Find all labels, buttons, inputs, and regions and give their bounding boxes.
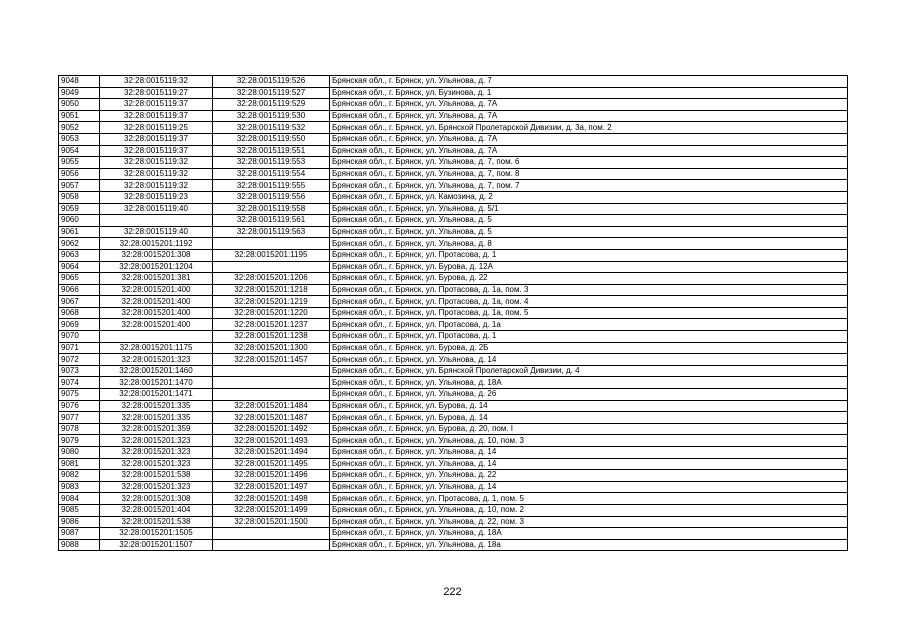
cadastral-parcel-cell: 32:28:0015119:37 bbox=[100, 145, 213, 157]
cadastral-parcel-cell: 32:28:0015119:40 bbox=[100, 203, 213, 215]
table-row bbox=[59, 319, 848, 331]
cadastral-parcel-cell: 32:28:0015119:40 bbox=[100, 226, 213, 238]
table-row bbox=[59, 400, 848, 412]
cadastral-object-cell: 32:28:0015201:1496 bbox=[213, 470, 330, 482]
cadastral-parcel-cell: 32:28:0015119:27 bbox=[100, 87, 213, 99]
row-number-cell: 9070 bbox=[59, 331, 100, 343]
table-row bbox=[59, 157, 848, 169]
table-row bbox=[59, 389, 848, 401]
row-number-cell: 9072 bbox=[59, 354, 100, 366]
row-number-cell: 9075 bbox=[59, 389, 100, 401]
address-cell: Брянская обл., г. Брянск, ул. Ульянова, д. 7, пом. 6 bbox=[330, 157, 848, 169]
row-number-cell: 9065 bbox=[59, 273, 100, 285]
cadastral-object-cell: 32:28:0015119:527 bbox=[213, 87, 330, 99]
row-number-cell: 9080 bbox=[59, 447, 100, 459]
cadastral-parcel-cell: 32:28:0015201:335 bbox=[100, 412, 213, 424]
cadastral-object-cell bbox=[213, 365, 330, 377]
cadastral-object-cell: 32:28:0015201:1499 bbox=[213, 504, 330, 516]
address-cell: Брянская обл., г. Брянск, ул. Протасова, д. 1 bbox=[330, 249, 848, 261]
row-number-cell: 9069 bbox=[59, 319, 100, 331]
row-number-cell: 9073 bbox=[59, 365, 100, 377]
cadastral-parcel-cell: 32:28:0015201:400 bbox=[100, 296, 213, 308]
row-number-cell: 9053 bbox=[59, 133, 100, 145]
cadastral-parcel-cell: 32:28:0015201:400 bbox=[100, 284, 213, 296]
row-number-cell: 9049 bbox=[59, 87, 100, 99]
table-row bbox=[59, 377, 848, 389]
address-cell: Брянская обл., г. Брянск, ул. Ульянова, д. 22, пом. 3 bbox=[330, 516, 848, 528]
cadastral-object-cell: 32:28:0015119:529 bbox=[213, 99, 330, 111]
cadastral-parcel-cell bbox=[100, 331, 213, 343]
table-row bbox=[59, 365, 848, 377]
address-cell: Брянская обл., г. Брянск, ул. Ульянова, д. 7 bbox=[330, 76, 848, 88]
table-row bbox=[59, 354, 848, 366]
row-number-cell: 9063 bbox=[59, 249, 100, 261]
row-number-cell: 9082 bbox=[59, 470, 100, 482]
cadastral-parcel-cell: 32:28:0015119:32 bbox=[100, 180, 213, 192]
address-cell: Брянская обл., г. Брянск, ул. Ульянова, д. 7, пом. 8 bbox=[330, 168, 848, 180]
cadastral-object-cell: 32:28:0015201:1220 bbox=[213, 307, 330, 319]
address-cell: Брянская обл., г. Брянск, ул. Протасова, д. 1 bbox=[330, 331, 848, 343]
row-number-cell: 9052 bbox=[59, 122, 100, 134]
table-row bbox=[59, 493, 848, 505]
row-number-cell: 9077 bbox=[59, 412, 100, 424]
cadastral-parcel-cell: 32:28:0015201:359 bbox=[100, 423, 213, 435]
address-cell: Брянская обл., г. Брянск, ул. Ульянова, д. 7А bbox=[330, 110, 848, 122]
cadastral-object-cell: 32:28:0015201:1237 bbox=[213, 319, 330, 331]
cadastral-object-cell bbox=[213, 238, 330, 250]
table-row bbox=[59, 249, 848, 261]
address-cell: Брянская обл., г. Брянск, ул. Ульянова, д. 10, пом. 3 bbox=[330, 435, 848, 447]
cadastral-object-cell: 32:28:0015119:554 bbox=[213, 168, 330, 180]
cadastral-object-cell: 32:28:0015201:1498 bbox=[213, 493, 330, 505]
address-cell: Брянская обл., г. Брянск, ул. Ульянова, д. 14 bbox=[330, 447, 848, 459]
cadastral-object-cell bbox=[213, 261, 330, 273]
address-cell: Брянская обл., г. Брянск, ул. Брянской Пролетарской Дивизии, д. 4 bbox=[330, 365, 848, 377]
cadastral-parcel-cell: 32:28:0015201:1505 bbox=[100, 528, 213, 540]
cadastral-parcel-cell: 32:28:0015201:1204 bbox=[100, 261, 213, 273]
cadastral-parcel-cell: 32:28:0015201:400 bbox=[100, 307, 213, 319]
address-cell: Брянская обл., г. Брянск, ул. Бурова, д. 20, пом. I bbox=[330, 423, 848, 435]
table-row bbox=[59, 110, 848, 122]
cadastral-object-cell: 32:28:0015119:530 bbox=[213, 110, 330, 122]
cadastral-object-cell: 32:28:0015201:1300 bbox=[213, 342, 330, 354]
cadastral-object-cell: 32:28:0015119:563 bbox=[213, 226, 330, 238]
address-cell: Брянская обл., г. Брянск, ул. Протасова, д. 1а, пом. 5 bbox=[330, 307, 848, 319]
row-number-cell: 9055 bbox=[59, 157, 100, 169]
cadastral-parcel-cell: 32:28:0015201:1471 bbox=[100, 389, 213, 401]
cadastral-object-cell: 32:28:0015201:1500 bbox=[213, 516, 330, 528]
table-row bbox=[59, 122, 848, 134]
address-cell: Брянская обл., г. Брянск, ул. Ульянова, д. 14 bbox=[330, 354, 848, 366]
row-number-cell: 9057 bbox=[59, 180, 100, 192]
cadastral-object-cell: 32:28:0015201:1497 bbox=[213, 481, 330, 493]
cadastral-object-cell: 32:28:0015201:1487 bbox=[213, 412, 330, 424]
address-cell: Брянская обл., г. Брянск, ул. Ульянова, д. 5 bbox=[330, 215, 848, 227]
table-row bbox=[59, 145, 848, 157]
address-cell: Брянская обл., г. Брянск, ул. Протасова, д. 1а, пом. 4 bbox=[330, 296, 848, 308]
row-number-cell: 9074 bbox=[59, 377, 100, 389]
cadastral-object-cell: 32:28:0015119:526 bbox=[213, 76, 330, 88]
cadastral-parcel-cell: 32:28:0015119:37 bbox=[100, 110, 213, 122]
cadastral-object-cell: 32:28:0015119:550 bbox=[213, 133, 330, 145]
row-number-cell: 9060 bbox=[59, 215, 100, 227]
cadastral-parcel-cell: 32:28:0015201:323 bbox=[100, 481, 213, 493]
address-cell: Брянская обл., г. Брянск, ул. Ульянова, д. 7А bbox=[330, 133, 848, 145]
cadastral-parcel-cell: 32:28:0015201:1460 bbox=[100, 365, 213, 377]
table-row bbox=[59, 481, 848, 493]
table-row bbox=[59, 180, 848, 192]
address-cell: Брянская обл., г. Брянск, ул. Ульянова, д. 8 bbox=[330, 238, 848, 250]
table-row bbox=[59, 99, 848, 111]
table-row bbox=[59, 168, 848, 180]
cadastral-parcel-cell: 32:28:0015201:1507 bbox=[100, 539, 213, 551]
table-row bbox=[59, 215, 848, 227]
address-cell: Брянская обл., г. Брянск, ул. Ульянова, д. 22 bbox=[330, 470, 848, 482]
table-row bbox=[59, 435, 848, 447]
cadastral-object-cell: 32:28:0015201:1457 bbox=[213, 354, 330, 366]
address-cell: Брянская обл., г. Брянск, ул. Ульянова, д. 5 bbox=[330, 226, 848, 238]
cadastral-parcel-cell: 32:28:0015119:25 bbox=[100, 122, 213, 134]
cadastral-object-cell: 32:28:0015201:1484 bbox=[213, 400, 330, 412]
cadastral-parcel-cell: 32:28:0015201:1470 bbox=[100, 377, 213, 389]
row-number-cell: 9068 bbox=[59, 307, 100, 319]
row-number-cell: 9061 bbox=[59, 226, 100, 238]
cadastral-parcel-cell: 32:28:0015201:323 bbox=[100, 447, 213, 459]
cadastral-parcel-cell: 32:28:0015201:308 bbox=[100, 493, 213, 505]
cadastral-object-cell: 32:28:0015119:553 bbox=[213, 157, 330, 169]
address-cell: Брянская обл., г. Брянск, ул. Ульянова, д. 26 bbox=[330, 389, 848, 401]
table-row bbox=[59, 331, 848, 343]
table-row bbox=[59, 342, 848, 354]
cadastral-parcel-cell: 32:28:0015201:323 bbox=[100, 435, 213, 447]
address-cell: Брянская обл., г. Брянск, ул. Ульянова, д. 7, пом. 7 bbox=[330, 180, 848, 192]
cadastral-object-cell bbox=[213, 377, 330, 389]
row-number-cell: 9087 bbox=[59, 528, 100, 540]
address-cell: Брянская обл., г. Брянск, ул. Брянской Пролетарской Дивизии, д. 3а, пом. 2 bbox=[330, 122, 848, 134]
table-row bbox=[59, 238, 848, 250]
cadastral-object-cell: 32:28:0015119:561 bbox=[213, 215, 330, 227]
cadastral-object-cell: 32:28:0015201:1238 bbox=[213, 331, 330, 343]
table-row bbox=[59, 133, 848, 145]
row-number-cell: 9067 bbox=[59, 296, 100, 308]
cadastral-parcel-cell: 32:28:0015119:37 bbox=[100, 99, 213, 111]
cadastral-parcel-cell bbox=[100, 215, 213, 227]
row-number-cell: 9064 bbox=[59, 261, 100, 273]
address-cell: Брянская обл., г. Брянск, ул. Ульянова, д. 18А bbox=[330, 377, 848, 389]
cadastral-parcel-cell: 32:28:0015201:404 bbox=[100, 504, 213, 516]
cadastral-parcel-cell: 32:28:0015201:323 bbox=[100, 458, 213, 470]
table-row bbox=[59, 203, 848, 215]
cadastral-object-cell: 32:28:0015119:556 bbox=[213, 191, 330, 203]
cadastral-object-cell: 32:28:0015201:1493 bbox=[213, 435, 330, 447]
cadastral-object-cell bbox=[213, 528, 330, 540]
page-number: 222 bbox=[443, 586, 462, 598]
table-row bbox=[59, 470, 848, 482]
cadastral-object-cell: 32:28:0015201:1495 bbox=[213, 458, 330, 470]
address-cell: Брянская обл., г. Брянск, ул. Ульянова, д. 18а bbox=[330, 539, 848, 551]
cadastral-parcel-cell: 32:28:0015201:381 bbox=[100, 273, 213, 285]
cadastral-parcel-cell: 32:28:0015119:23 bbox=[100, 191, 213, 203]
row-number-cell: 9056 bbox=[59, 168, 100, 180]
row-number-cell: 9078 bbox=[59, 423, 100, 435]
table-row bbox=[59, 412, 848, 424]
cadastral-parcel-cell: 32:28:0015201:538 bbox=[100, 516, 213, 528]
cadastral-parcel-cell: 32:28:0015119:32 bbox=[100, 76, 213, 88]
row-number-cell: 9079 bbox=[59, 435, 100, 447]
table-row bbox=[59, 76, 848, 88]
row-number-cell: 9059 bbox=[59, 203, 100, 215]
row-number-cell: 9058 bbox=[59, 191, 100, 203]
row-number-cell: 9048 bbox=[59, 76, 100, 88]
table-row bbox=[59, 307, 848, 319]
cadastral-parcel-cell: 32:28:0015201:1192 bbox=[100, 238, 213, 250]
address-cell: Брянская обл., г. Брянск, ул. Ульянова, д. 7А bbox=[330, 145, 848, 157]
cadastral-object-cell: 32:28:0015201:1195 bbox=[213, 249, 330, 261]
address-cell: Брянская обл., г. Брянск, ул. Камозина, д. 2 bbox=[330, 191, 848, 203]
row-number-cell: 9051 bbox=[59, 110, 100, 122]
address-cell: Брянская обл., г. Брянск, ул. Бурова, д. 22 bbox=[330, 273, 848, 285]
table-row bbox=[59, 516, 848, 528]
cadastral-object-cell bbox=[213, 389, 330, 401]
table-row bbox=[59, 284, 848, 296]
row-number-cell: 9054 bbox=[59, 145, 100, 157]
address-cell: Брянская обл., г. Брянск, ул. Бузинова, д. 1 bbox=[330, 87, 848, 99]
table-row bbox=[59, 423, 848, 435]
address-cell: Брянская обл., г. Брянск, ул. Протасова, д. 1, пом. 5 bbox=[330, 493, 848, 505]
cadastral-parcel-cell: 32:28:0015201:335 bbox=[100, 400, 213, 412]
cadastral-parcel-cell: 32:28:0015201:1175 bbox=[100, 342, 213, 354]
row-number-cell: 9085 bbox=[59, 504, 100, 516]
cadastral-parcel-cell: 32:28:0015201:400 bbox=[100, 319, 213, 331]
table-row bbox=[59, 458, 848, 470]
table-row bbox=[59, 539, 848, 551]
row-number-cell: 9062 bbox=[59, 238, 100, 250]
table-row bbox=[59, 191, 848, 203]
row-number-cell: 9083 bbox=[59, 481, 100, 493]
address-cell: Брянская обл., г. Брянск, ул. Бурова, д. 14 bbox=[330, 400, 848, 412]
address-cell: Брянская обл., г. Брянск, ул. Ульянова, д. 14 bbox=[330, 481, 848, 493]
row-number-cell: 9084 bbox=[59, 493, 100, 505]
cadastral-object-cell: 32:28:0015119:551 bbox=[213, 145, 330, 157]
cadastral-parcel-cell: 32:28:0015201:538 bbox=[100, 470, 213, 482]
address-cell: Брянская обл., г. Брянск, ул. Протасова, д. 1а, пом. 3 bbox=[330, 284, 848, 296]
address-cell: Брянская обл., г. Брянск, ул. Ульянова, д. 5/1 bbox=[330, 203, 848, 215]
cadastral-object-cell: 32:28:0015201:1206 bbox=[213, 273, 330, 285]
row-number-cell: 9050 bbox=[59, 99, 100, 111]
address-cell: Брянская обл., г. Брянск, ул. Бурова, д. 12А bbox=[330, 261, 848, 273]
address-cell: Брянская обл., г. Брянск, ул. Протасова, д. 1а bbox=[330, 319, 848, 331]
table-row bbox=[59, 87, 848, 99]
row-number-cell: 9076 bbox=[59, 400, 100, 412]
cadastral-object-cell: 32:28:0015119:532 bbox=[213, 122, 330, 134]
table-row bbox=[59, 447, 848, 459]
row-number-cell: 9088 bbox=[59, 539, 100, 551]
cadastral-object-cell: 32:28:0015201:1494 bbox=[213, 447, 330, 459]
cadastral-parcel-cell: 32:28:0015119:37 bbox=[100, 133, 213, 145]
table-row bbox=[59, 273, 848, 285]
row-number-cell: 9086 bbox=[59, 516, 100, 528]
row-number-cell: 9081 bbox=[59, 458, 100, 470]
cadastral-parcel-cell: 32:28:0015119:32 bbox=[100, 168, 213, 180]
table-row bbox=[59, 226, 848, 238]
cadastral-parcel-cell: 32:28:0015201:323 bbox=[100, 354, 213, 366]
address-cell: Брянская обл., г. Брянск, ул. Ульянова, д. 18А bbox=[330, 528, 848, 540]
cadastral-object-cell: 32:28:0015119:558 bbox=[213, 203, 330, 215]
table-row bbox=[59, 528, 848, 540]
address-cell: Брянская обл., г. Брянск, ул. Бурова, д. 2Б bbox=[330, 342, 848, 354]
table-row bbox=[59, 504, 848, 516]
row-number-cell: 9071 bbox=[59, 342, 100, 354]
cadastral-object-cell: 32:28:0015201:1218 bbox=[213, 284, 330, 296]
table-row bbox=[59, 261, 848, 273]
address-cell: Брянская обл., г. Брянск, ул. Бурова, д. 14 bbox=[330, 412, 848, 424]
cadastral-parcel-cell: 32:28:0015119:32 bbox=[100, 157, 213, 169]
address-cell: Брянская обл., г. Брянск, ул. Ульянова, д. 7А bbox=[330, 99, 848, 111]
cadastral-object-cell: 32:28:0015201:1219 bbox=[213, 296, 330, 308]
registry-table bbox=[58, 75, 848, 551]
address-cell: Брянская обл., г. Брянск, ул. Ульянова, д. 14 bbox=[330, 458, 848, 470]
row-number-cell: 9066 bbox=[59, 284, 100, 296]
cadastral-parcel-cell: 32:28:0015201:308 bbox=[100, 249, 213, 261]
cadastral-object-cell bbox=[213, 539, 330, 551]
registry-table-body bbox=[59, 76, 848, 551]
table-row bbox=[59, 296, 848, 308]
cadastral-object-cell: 32:28:0015201:1492 bbox=[213, 423, 330, 435]
cadastral-object-cell: 32:28:0015119:555 bbox=[213, 180, 330, 192]
address-cell: Брянская обл., г. Брянск, ул. Ульянова, д. 10, пом. 2 bbox=[330, 504, 848, 516]
